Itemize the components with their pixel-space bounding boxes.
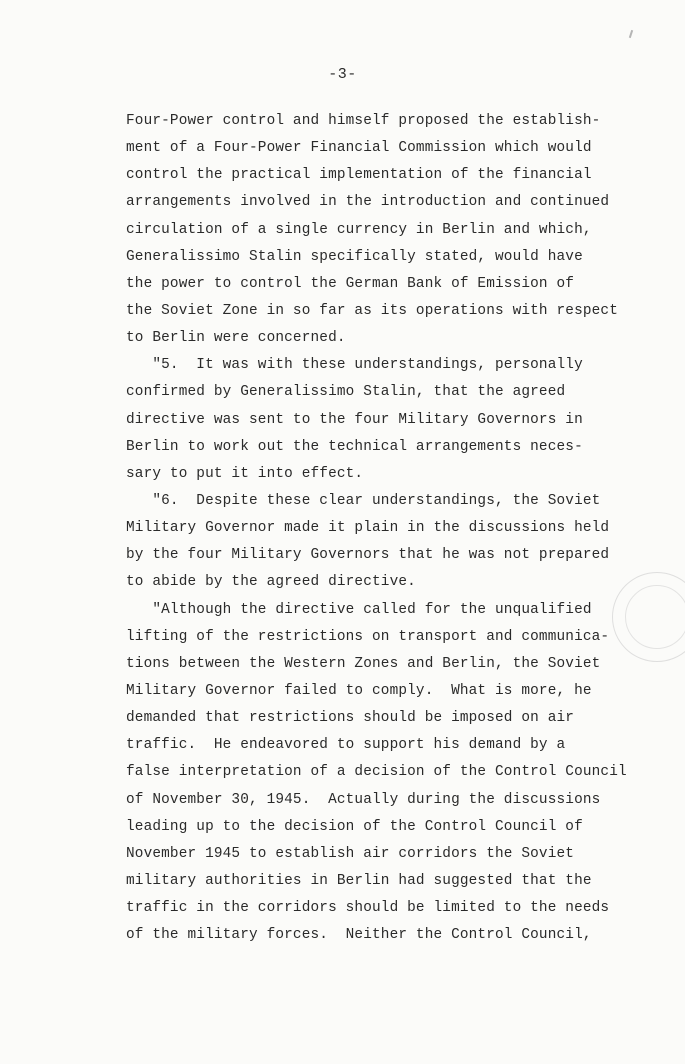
text-line: "6. Despite these clear understandings, the Soviet	[126, 492, 601, 509]
archive-stamp-inner-ring	[625, 585, 685, 649]
text-line: traffic. He endeavored to support his demand by a	[126, 737, 566, 754]
text-line: to Berlin were concerned.	[126, 330, 346, 347]
text-line: the Soviet Zone in so far as its operations with respect	[126, 302, 619, 319]
text-line: "5. It was with these understandings, personally	[126, 357, 583, 374]
text-line: of the military forces. Neither the Control Council,	[126, 927, 592, 944]
text-line: to abide by the agreed directive.	[126, 574, 416, 591]
text-line: lifting of the restrictions on transport and communica-	[126, 628, 610, 645]
text-line: by the four Military Governors that he was not prepared	[126, 547, 610, 564]
text-line: Military Governor made it plain in the discussions held	[126, 520, 610, 537]
text-line: arrangements involved in the introduction and continued	[126, 194, 610, 211]
text-line: control the practical implementation of the financial	[126, 167, 592, 184]
text-line: military authorities in Berlin had suggested that the	[126, 872, 592, 889]
text-line: ment of a Four-Power Financial Commission which would	[126, 140, 592, 157]
text-line: Military Governor failed to comply. What is more, he	[126, 682, 592, 699]
text-line: the power to control the German Bank of Emission of	[126, 275, 575, 292]
text-line: traffic in the corridors should be limited to the needs	[126, 900, 610, 917]
text-line: November 1945 to establish air corridors the Soviet	[126, 845, 575, 862]
text-line: sary to put it into effect.	[126, 465, 364, 482]
margin-mark	[629, 30, 633, 38]
text-line: "Although the directive called for the unqualified	[126, 601, 592, 618]
text-line: tions between the Western Zones and Berlin, the Soviet	[126, 655, 601, 672]
text-line: Four-Power control and himself proposed the establish-	[126, 113, 601, 129]
text-line: false interpretation of a decision of the Control Council	[126, 764, 627, 781]
text-line: Berlin to work out the technical arrangements neces-	[126, 438, 583, 455]
text-line: confirmed by Generalissimo Stalin, that the agreed	[126, 384, 566, 401]
body-text	[126, 108, 646, 949]
text-line: demanded that restrictions should be imposed on air	[126, 710, 575, 727]
text-line: leading up to the decision of the Control Council of	[126, 818, 583, 835]
text-line: of November 30, 1945. Actually during the discussions	[126, 791, 601, 808]
page-number: -3-	[328, 66, 357, 83]
text-line: circulation of a single currency in Berlin and which,	[126, 221, 592, 238]
text-line: directive was sent to the four Military Governors in	[126, 411, 583, 428]
text-line: Generalissimo Stalin specifically stated, would have	[126, 248, 583, 265]
